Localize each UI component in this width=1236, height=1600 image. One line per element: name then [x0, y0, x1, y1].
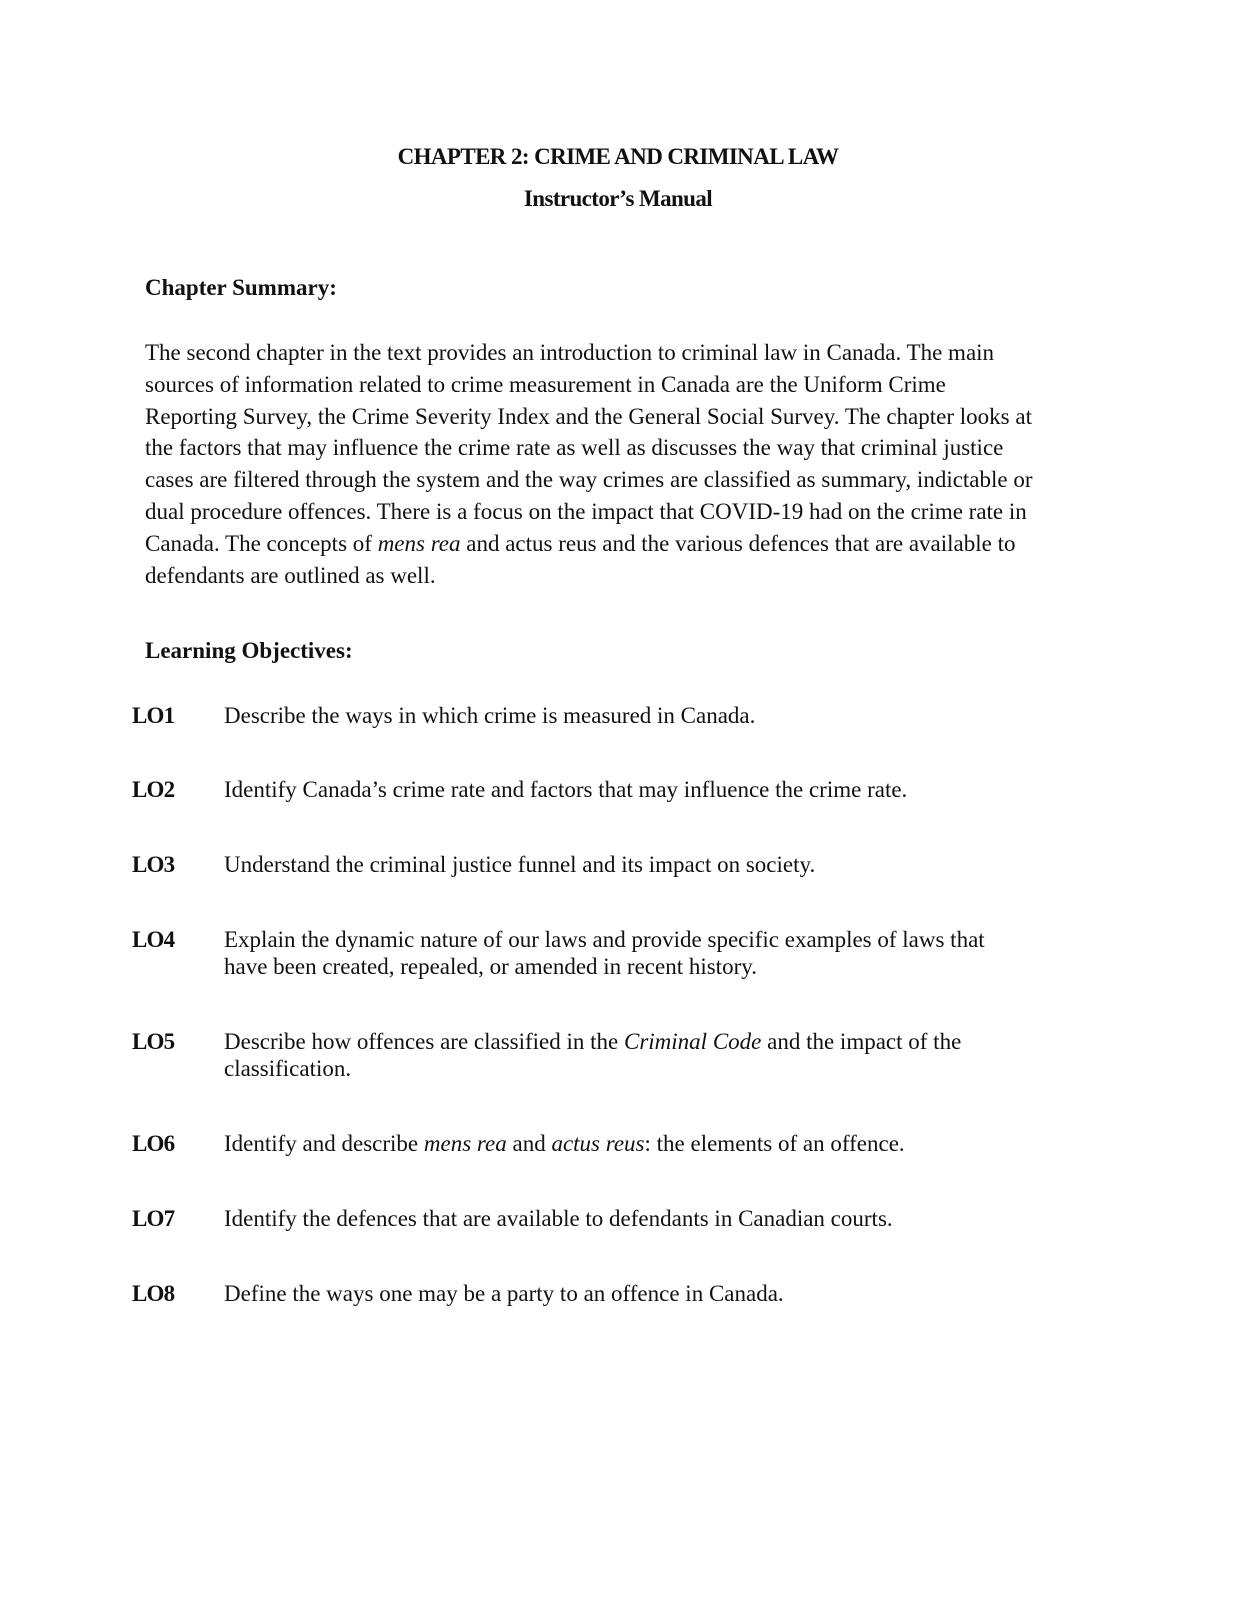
italic-term: mens rea	[423, 1131, 507, 1156]
objective-text: Identify Canada’s crime rate and factors that may influence the crime rate.	[224, 777, 908, 802]
italic-term: mens rea	[377, 530, 461, 556]
summary-line: cases are filtered through the system and the way crimes are classified as summary, indictable or	[145, 467, 1033, 493]
objectives-heading: Learning Objectives:	[145, 638, 353, 663]
chapter-title: CHAPTER 2: CRIME AND CRIMINAL LAW	[397, 144, 839, 169]
objective-text: Identify the defences that are available to defendants in Canadian courts.	[224, 1206, 893, 1231]
objective-code: LO1	[132, 703, 175, 728]
objective-code: LO6	[132, 1131, 175, 1156]
summary-line: defendants are outlined as well.	[145, 562, 436, 588]
objective-code: LO8	[132, 1281, 175, 1306]
summary-line: Reporting Survey, the Crime Severity Index and the General Social Survey. The chapter looks at	[145, 403, 1032, 429]
objective-text: Describe the ways in which crime is measured in Canada.	[224, 703, 756, 728]
objective-code: LO4	[132, 927, 175, 952]
objective-text: Understand the criminal justice funnel and its impact on society.	[224, 852, 816, 877]
italic-term: Criminal Code	[624, 1029, 762, 1054]
summary-line: sources of information related to crime measurement in Canada are the Uniform Crime	[145, 371, 946, 397]
objective-code: LO5	[132, 1029, 175, 1054]
objective-code: LO2	[132, 777, 175, 802]
italic-term: actus reus	[551, 1131, 645, 1156]
summary-paragraph	[145, 337, 1090, 591]
manual-subtitle: Instructor’s Manual	[523, 186, 713, 211]
objective-text: Describe how offences are classified in the Criminal Code and the impact of the classification.	[224, 1029, 962, 1081]
summary-line: The second chapter in the text provides an introduction to criminal law in Canada. The main	[145, 340, 995, 365]
objective-text: Define the ways one may be a party to an offence in Canada.	[224, 1281, 784, 1306]
objective-text: Explain the dynamic nature of our laws and provide specific examples of laws that have been created, repealed, or amended in recent history.	[224, 927, 985, 979]
summary-line: the factors that may influence the crime rate as well as discusses the way that criminal justice	[145, 435, 1004, 461]
objective-text: Identify and describe mens rea and actus reus: the elements of an offence.	[224, 1131, 905, 1156]
objective-code: LO3	[132, 852, 175, 877]
objective-code: LO7	[132, 1206, 175, 1231]
summary-line: Canada. The concepts of mens rea and actus reus and the various defences that are available to	[145, 530, 1016, 556]
summary-line: dual procedure offences. There is a focus on the impact that COVID-19 had on the crime rate in	[145, 498, 1027, 524]
summary-heading: Chapter Summary:	[145, 275, 337, 300]
